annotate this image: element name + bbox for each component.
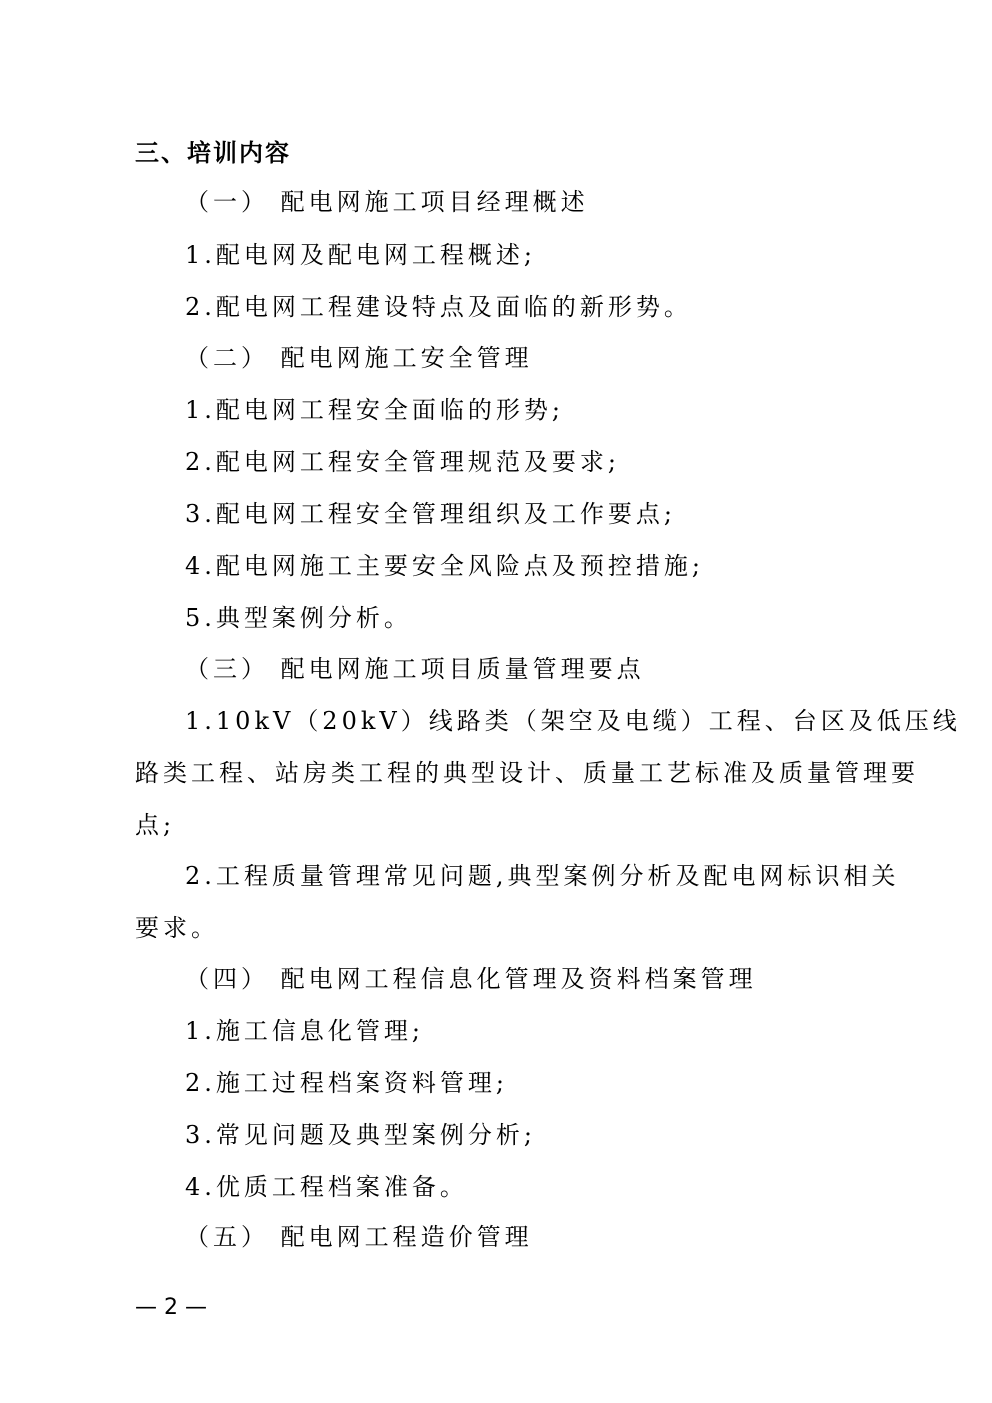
list-item: 4.优质工程档案准备。 (185, 1173, 468, 1201)
list-item: 5.典型案例分析。 (185, 604, 412, 632)
subsection-title-5: （五） 配电网工程造价管理 (185, 1223, 533, 1251)
subsection-title-3: （三） 配电网施工项目质量管理要点 (185, 655, 645, 683)
list-item: 3.配电网工程安全管理组织及工作要点; (185, 500, 676, 528)
page-number: — 2 — (135, 1295, 207, 1320)
paragraph-line: 2.工程质量管理常见问题,典型案例分析及配电网标识相关 (185, 862, 900, 890)
list-item: 2.配电网工程建设特点及面临的新形势。 (185, 293, 692, 321)
subsection-title-4: （四） 配电网工程信息化管理及资料档案管理 (185, 965, 757, 993)
paragraph-line: 路类工程、站房类工程的典型设计、质量工艺标准及质量管理要 (135, 759, 919, 787)
list-item: 2.配电网工程安全管理规范及要求; (185, 448, 620, 476)
subsection-title-2: （二） 配电网施工安全管理 (185, 344, 533, 372)
paragraph-line: 要求。 (135, 914, 219, 942)
section-title: 三、培训内容 (135, 139, 291, 167)
subsection-title-1: （一） 配电网施工项目经理概述 (185, 188, 589, 216)
list-item: 2.施工过程档案资料管理; (185, 1069, 508, 1097)
paragraph-line: 点; (135, 811, 176, 839)
list-item: 1.配电网工程安全面临的形势; (185, 396, 564, 424)
list-item: 3.常见问题及典型案例分析; (185, 1121, 536, 1149)
list-item: 1.配电网及配电网工程概述; (185, 241, 536, 269)
list-item: 4.配电网施工主要安全风险点及预控措施; (185, 552, 704, 580)
list-item: 1.施工信息化管理; (185, 1017, 424, 1045)
paragraph-line: 1.10kV（20kV）线路类（架空及电缆）工程、台区及低压线 (185, 707, 961, 735)
